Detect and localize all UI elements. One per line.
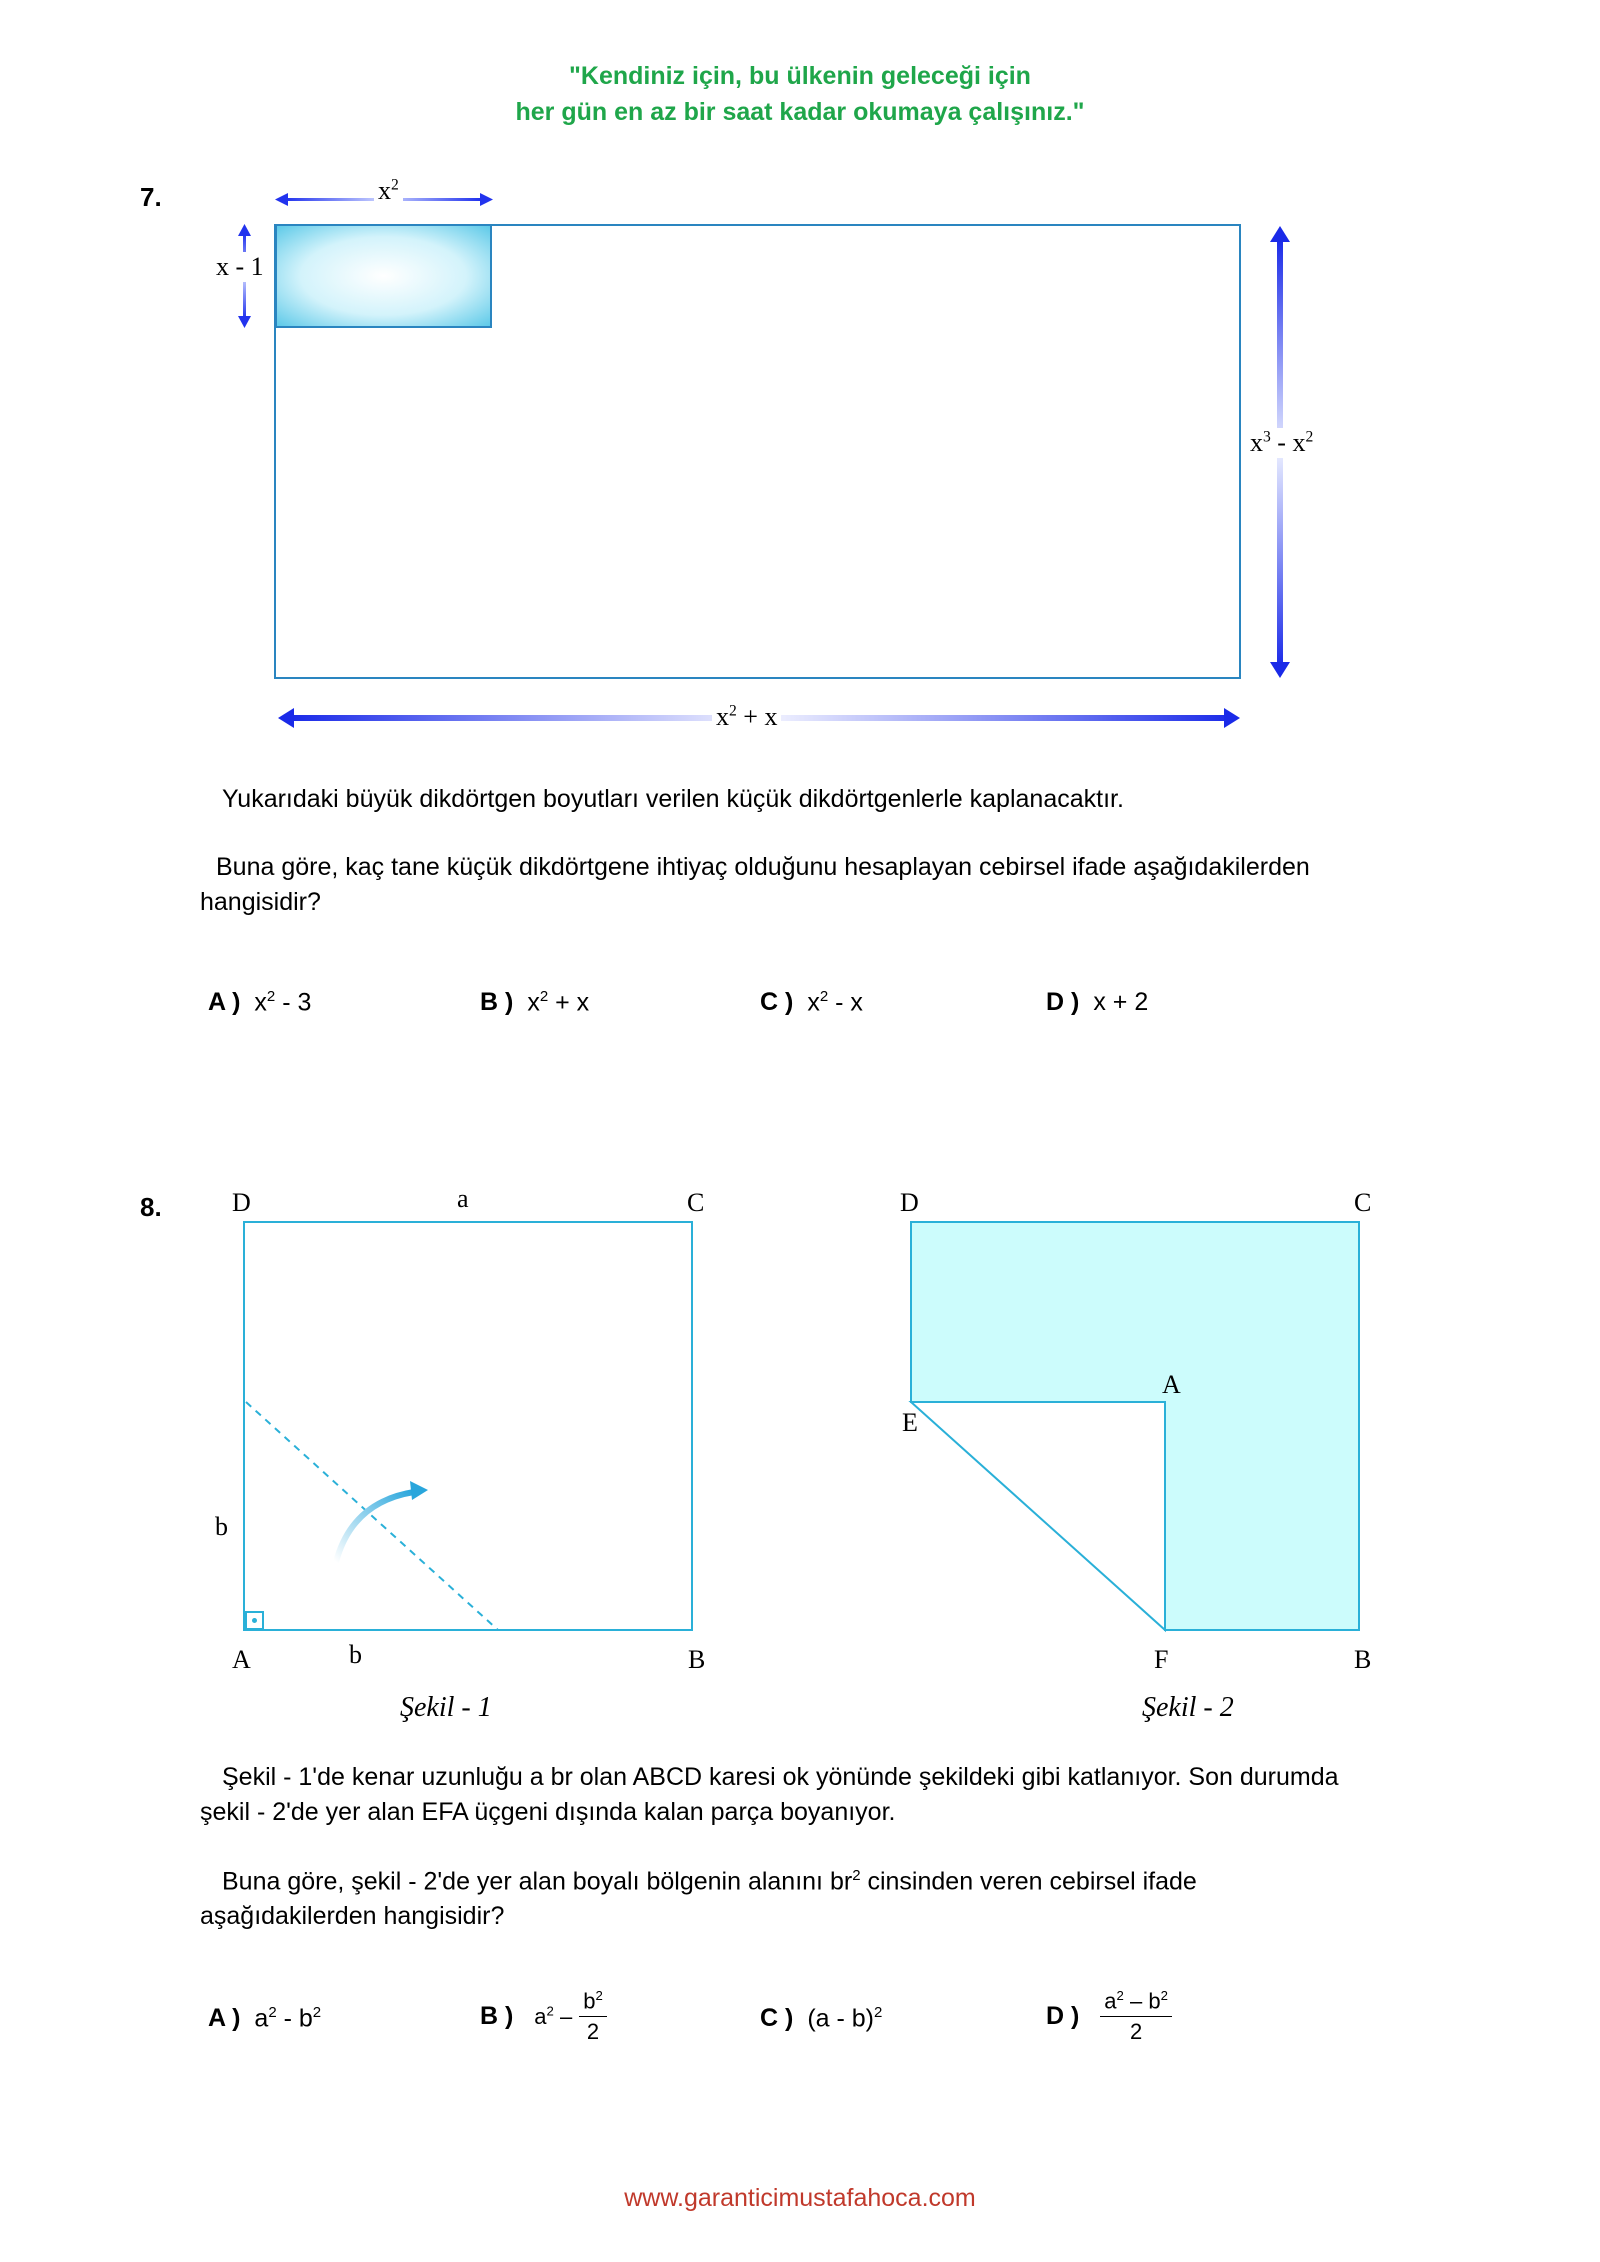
question-8-option-d[interactable]: D ) $\frac{a^2 - b^2}{2}$	[1046, 1988, 1172, 2045]
figure-1-caption: Şekil - 1	[400, 1692, 492, 1723]
figure-2-label-f: F	[1154, 1645, 1169, 1674]
question-7-number: 7.	[140, 182, 162, 212]
figure-1-label-c: C	[687, 1188, 705, 1217]
question-7-figure	[0, 0, 1600, 760]
left-dimension-label: x - 1	[216, 252, 264, 281]
figure-2-triangle-efa	[911, 1402, 1165, 1630]
question-7-option-c[interactable]: C ) $x^2$ - x	[760, 988, 863, 1017]
question-7-stem-2: Buna göre, kaç tane küçük dikdörtgene ihtiyaç olduğunu hesaplayan cebirsel ifade aşağıdakilerden hangisidir?	[200, 853, 1310, 916]
figure-1-label-a-vertex: A	[232, 1645, 251, 1674]
question-8-stem-2: Buna göre, şekil - 2'de yer alan boyalı bölgenin alanını $br^2$ cinsinden veren cebirsel ifade aşağıdakilerden hangisidir?	[200, 1867, 1197, 1931]
figure-1-label-a-side: a	[457, 1184, 469, 1213]
question-8-figures	[0, 1150, 1600, 1710]
footer-website-link[interactable]: www.garanticimustafahoca.com	[624, 2184, 976, 2212]
question-7-stem-1: Yukarıdaki büyük dikdörtgen boyutları verilen küçük dikdörtgenlerle kaplanacaktır.	[222, 785, 1124, 813]
bottom-dimension-label: $x^2 + x$	[712, 702, 781, 732]
question-7-option-b[interactable]: B ) $x^2 + x$	[480, 988, 590, 1017]
question-7-option-a[interactable]: A ) $x^2 - 3$	[208, 988, 312, 1017]
right-dimension-label: $x^3 - x^2$	[1250, 428, 1314, 457]
figure-1-label-b-side: b	[215, 1512, 228, 1541]
motto-line-2: her gün en az bir saat kadar okumaya çalışınız."	[515, 98, 1085, 126]
figure-2-label-c: C	[1354, 1188, 1372, 1217]
question-7-option-d[interactable]: D ) x + 2	[1046, 988, 1149, 1016]
question-8-stem-1: Şekil - 1'de kenar uzunluğu a br olan ABCD karesi ok yönünde şekildeki gibi katlanıyor. Son durumda şekil - 2'de yer alan EFA üçgeni dışında kalan parça boyanıyor.	[200, 1763, 1339, 1826]
question-8-option-c[interactable]: C ) (a - b)$^2$	[760, 2004, 883, 2033]
figure-1-label-b-vertex: B	[688, 1645, 706, 1674]
small-rectangle	[276, 225, 491, 327]
figure-1-square	[244, 1222, 692, 1630]
figure-2-label-b: B	[1354, 1645, 1372, 1674]
top-dimension-label: $x^2$	[374, 176, 403, 206]
question-8-option-a[interactable]: A ) $a^2 - b^2$	[208, 2004, 322, 2033]
figure-2-label-a: A	[1162, 1370, 1181, 1399]
figure-2-caption: Şekil - 2	[1142, 1692, 1234, 1723]
motto-line-1: "Kendiniz için, bu ülkenin geleceği için	[569, 62, 1031, 90]
figure-1-label-b-bottom: b	[349, 1640, 362, 1669]
figure-2-label-d: D	[900, 1188, 919, 1217]
figure-2-label-e: E	[902, 1408, 918, 1437]
figure-1-label-d: D	[232, 1188, 251, 1217]
question-8-option-b[interactable]: B ) $a^2$ – $\frac{b^2}{2}$	[480, 1988, 607, 2045]
question-8-number: 8.	[140, 1192, 162, 1222]
